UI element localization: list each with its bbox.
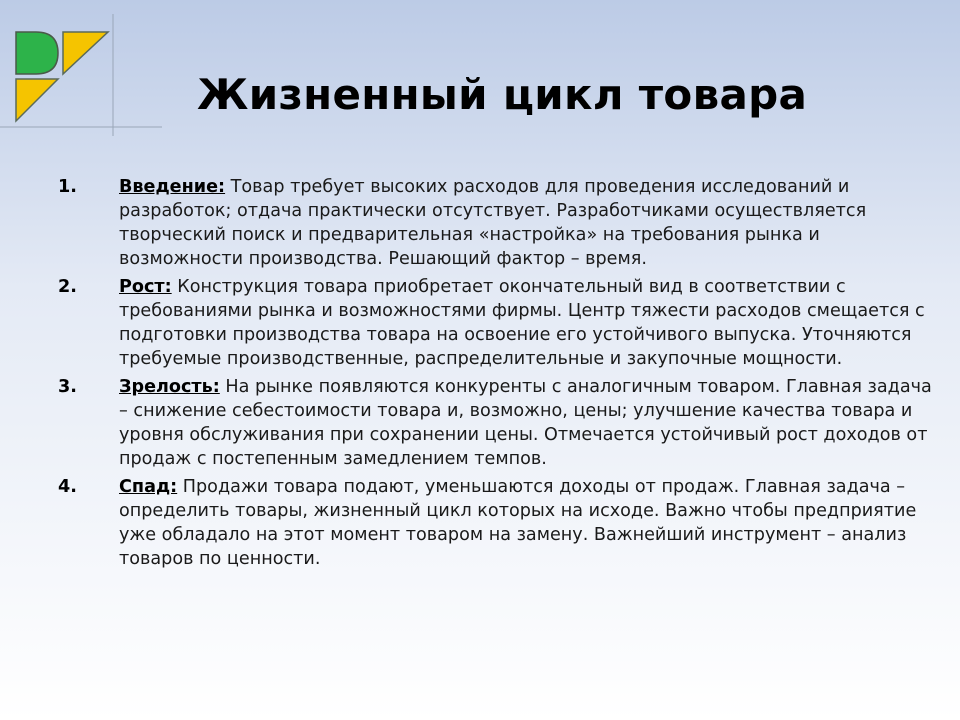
list-item bbox=[58, 375, 938, 471]
list-item bbox=[58, 275, 938, 371]
item-number: 2. bbox=[58, 277, 77, 297]
list-item bbox=[58, 175, 938, 271]
item-text: Продажи товара подают, уменьшаются доходы от продаж. Главная задача – определить товары, жизненный цикл которых на исходе. Важно чтобы предприятие уже обладало на этот момент товаром на замену. Важнейший инструмент – анализ товаров по ценности. bbox=[119, 477, 917, 569]
slide-title: Жизненный цикл товара bbox=[197, 70, 808, 119]
item-term: Рост: bbox=[119, 277, 172, 297]
item-number: 1. bbox=[58, 177, 77, 197]
item-term: Зрелость: bbox=[119, 377, 220, 397]
item-term: Введение: bbox=[119, 177, 226, 197]
logo-green-leaf bbox=[16, 32, 58, 74]
item-number: 4. bbox=[58, 477, 77, 497]
item-text: Конструкция товара приобретает окончательный вид в соответствии с требованиями рынка и возможностями фирмы. Центр тяжести расходов смещается с подготовки производства товара на освоение его устойчивого выпуска. Уточняются требуемые производственные, распределительные и закупочные мощности. bbox=[119, 277, 925, 369]
list-item bbox=[58, 475, 938, 571]
logo-yellow-triangle-top bbox=[63, 32, 108, 74]
item-number: 3. bbox=[58, 377, 77, 397]
item-text: На рынке появляются конкуренты с аналогичным товаром. Главная задача – снижение себестоимости товара и, возможно, цены; улучшение качества товара и уровня обслуживания при сохранении цены. Отмечается устойчивый рост доходов от продаж с постепенным замедлением темпов. bbox=[119, 377, 932, 469]
item-text: Товар требует высоких расходов для проведения исследований и разработок; отдача практически отсутствует. Разработчиками осуществляется творческий поиск и предварительная «настройка» на требования рынка и возможности производства. Решающий фактор – время. bbox=[119, 177, 867, 269]
logo-yellow-triangle-bottom bbox=[16, 79, 58, 121]
logo-decoration bbox=[0, 0, 170, 140]
item-term: Спад: bbox=[119, 477, 178, 497]
lifecycle-stage-list bbox=[58, 175, 938, 575]
